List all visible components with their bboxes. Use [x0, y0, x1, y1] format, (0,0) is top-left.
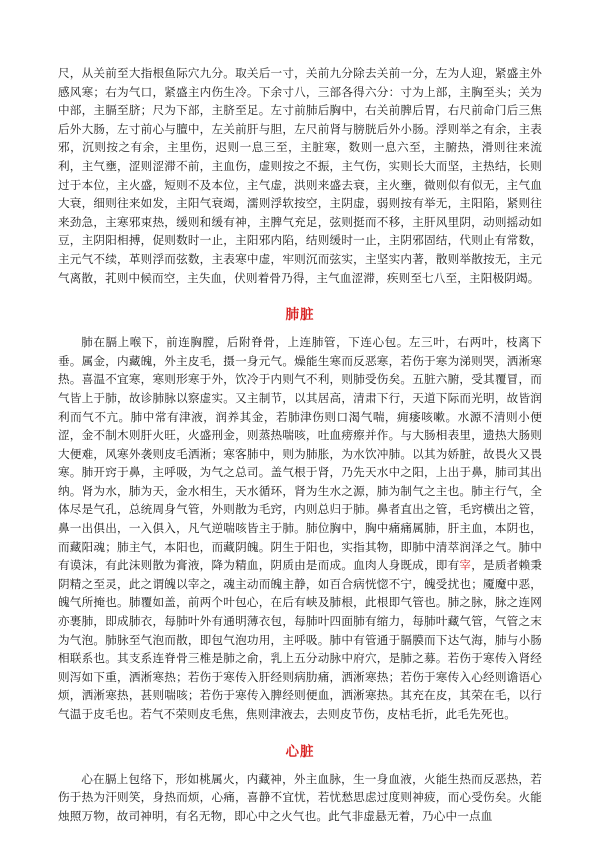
heart-paragraph: 心在膈上包络下，形如桃属火，内藏神，外主血脉，生一身血液，火能生热而反恶热，若伤于热为汗则笑，身热而烦，心痛，喜静不宜忧，若忧愁思虑过度则神疲，而心受伤矣。火能烛照万物，故司神明，有名无物，即心中之火气也。此气非虚悬无着，乃心中一点血	[58, 771, 542, 823]
section-heading-lung: 肺脏	[285, 307, 315, 324]
pulse-diagnosis-paragraph: 尺，从关前至大指根鱼际穴九分。取关后一寸，关前九分除去关前一分，左为人迎，紧盛主外感风寒；右为气口，紧盛主内伤生冷。下余寸八，三部各得六分：寸为上部，主胸至头；关为中部，主膈至脐；尺为下部，主脐至足。左寸前肺后胸中，右关前脾后胃，右尺前命门后三焦后外大肠，左寸前心与膻中，左关前肝与胆，左尺前肾与膀胱后外小肠。浮则举之有余，主表邪，沉则按之有余，主里伤，迟则一息三至，主脏寒，数则一息六至，主腑热，滑则往来流利，主气壅，涩则涩滞不前，主血伤，虚则按之不振，主气伤，实则长大而坚，主热结，长则过于本位，主火盛，短则不及本位，主气虚，洪则来盛去衰，主火壅，微则似有似无，主气血大衰，细则往来如发，主阳气衰竭，濡则浮软按空，主阴虚，弱则按有举无，主阳陷，紧则往来劲急，主寒邪束热，缓则和缓有神，主脾气充足，弦则挺而不移，主肝风里阴，动则摇动如豆，主阴阳相搏，促则数时一止，主阳邪内陷，结则缓时一止，主阴邪固结，代则止有常数，主元气不续，革则浮而弦数，主表寒中虚，牢则沉而弦实，主坚实内著，散则举散按无，主元气离散，芤则中候而空，主失血，伏则着骨乃得，主气血涩滞，疾则至七八至，主阳极阴竭。	[58, 66, 542, 285]
lung-text-part-b: ，是质者赖秉阴精之至灵，此之谓魄以宰之，魂主动而魄主静，如百合病恍惚不宁，魄受扰也；魇魔中恶，魄气所掩也。肺覆如盖，前两个叶包心，在后有峡及肺根，此根即气管也。肺之脉，脉之连网亦裹肺，即成肺衣，每肺叶外有通明薄衣包，每肺叶四面肺有缩力，每肺叶藏气管，气管之末为气泡。肺脉至气泡而散，即包气泡功用，主呼吸。肺中有管通于膈膜而下达气海，肺与小肠相联系也。其支系连脊骨三椎是肺之俞，乳上五分动脉中府穴，是肺之募。若伤于寒传入肾经则泻如下重，洒淅寒热；若伤于寒传入肝经则病肋痛，洒淅寒热；若伤于寒传入心经则谵语心烦，洒淅寒热，甚则喘咳；若伤于寒传入脾经则便血，洒淅寒热。其充在皮，其荣在毛，以行气温于皮毛也。若气不荣则皮毛焦，焦则津液去，去则皮节伤，皮枯毛折，此毛先死也。	[58, 558, 542, 721]
lung-paragraph	[58, 333, 542, 723]
lung-text-part-a: 肺在膈上喉下，前连胸膛，后附脊骨，上连肺管，下连心包。左三叶，右两叶，枝离下垂。属金，内藏魄，外主皮毛，摄一身元气。燥能生寒而反恶寒，若伤于寒为涕则哭，洒淅寒热。喜温不宜寒，寒则形寒于外，饮冷于内则气不利，则肺受伤矣。五脏六腑，受其覆冒，而气皆上于肺，故诊肺脉以察虚实。又主制节，以其居高，清肃下行，天道下际而光明，故皆润利而气不亢。肺中常有津液，润养其金，若肺津伤则口渴气喘，痈痿咳嗽。水源不清则小便涩，金不制木则肝火旺，火盛刑金，则蒸热喘咳，吐血痨瘵并作。与大肠相表里，遗热大肠则大便难，风寒外袭则皮毛洒淅；寒客肺中，则为肺胀，为水饮冲肺。以其为娇脏，故畏火又畏寒。肺开窍于鼻，主呼吸，为气之总司。盖气根于肾，乃先天水中之阳，上出于鼻，肺司其出纳。肾为水，肺为天，金水相生，天水循环，肾为生水之源，肺为制气之主也。肺主行气，全体尽是气孔，总统周身气管，外则散为毛窍，内则总归于肺。鼻者直出之管，毛窍横出之管，鼻一出俱出，一入俱入，凡气逆喘咳皆主于肺。肺位胸中，胸中痛痛属肺，肝主血，本阴也，而藏阳魂；肺主气，本阳也，而藏阴魄。阴生于阳也，实指其物，即肺中清萃润泽之气。肺中有谟沫，有此沫则散为膏液，降为精血，阴质由是而成。血肉人身既成，即有	[58, 335, 542, 573]
document-page	[58, 64, 542, 825]
section-heading-heart: 心脏	[285, 743, 315, 760]
highlighted-character: 宰	[459, 558, 472, 573]
